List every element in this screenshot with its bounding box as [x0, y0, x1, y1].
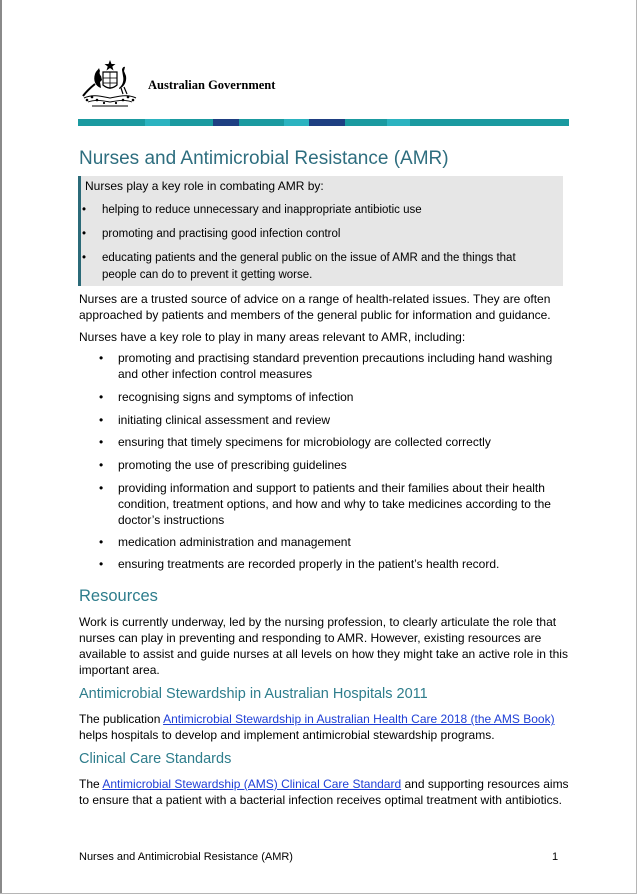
- color-bar-segment: [145, 119, 170, 126]
- bullet: •: [82, 228, 87, 240]
- color-bar-segment: [345, 119, 387, 126]
- paragraph: available to assist and guide nurses at all levels on how they might take an active role in this: [79, 647, 568, 661]
- government-name: Australian Government: [148, 78, 276, 92]
- color-bar-segment: [284, 119, 309, 126]
- color-bar-segment: [387, 119, 410, 126]
- bullet: •: [99, 481, 104, 495]
- color-bar-segment: [410, 119, 569, 126]
- bullet: •: [82, 204, 87, 216]
- government-header: [78, 58, 298, 110]
- brand-color-bar: [78, 119, 569, 126]
- paragraph: helps hospitals to develop and implement antimicrobial stewardship programs.: [79, 728, 495, 742]
- color-bar-segment: [124, 119, 145, 126]
- commonwealth-coat-of-arms-icon: [78, 58, 142, 110]
- color-bar-segment: [170, 119, 212, 126]
- bullet: •: [99, 535, 104, 549]
- color-bar-segment: [78, 119, 124, 126]
- paragraph: important area.: [79, 663, 160, 677]
- key-role-callout: Nurses play a key role in combating AMR by: • helping to reduce unnecessary and inappropriate antibiotic use • promoting and practising good infection control • educating patients and the general public on the issue of AMR and the things that people can do to prevent it getting worse.: [78, 176, 563, 286]
- paragraph: The Antimicrobial Stewardship (AMS) Clinical Care Standard and supporting resources aims: [79, 777, 569, 791]
- paragraph: The publication Antimicrobial Stewardship in Australian Health Care 2018 (the AMS Book): [79, 712, 555, 726]
- subheading-ams: Antimicrobial Stewardship in Australian Hospitals 2011: [79, 686, 428, 702]
- bullet: •: [99, 435, 104, 449]
- page-border: [0, 0, 2, 894]
- paragraph: Nurses are a trusted source of advice on a range of health-related issues. They are often: [79, 292, 551, 306]
- paragraph: Nurses have a key role to play in many areas relevant to AMR, including:: [79, 330, 466, 344]
- color-bar-segment: [239, 119, 283, 126]
- bullet: •: [99, 458, 104, 472]
- paragraph: nurses can play in preventing and responding to AMR. However, existing resources are: [79, 631, 542, 645]
- bullet: •: [99, 351, 104, 365]
- subheading-clinical-care-standards: Clinical Care Standards: [79, 751, 232, 767]
- paragraph: Work is currently underway, led by the nursing profession, to clearly articulate the role that: [79, 615, 557, 629]
- footer-title: Nurses and Antimicrobial Resistance (AMR): [79, 851, 293, 863]
- callout-intro: Nurses play a key role in combating AMR by:: [85, 179, 324, 193]
- ams-book-link[interactable]: Antimicrobial Stewardship in Australian Health Care 2018 (the AMS Book): [163, 712, 555, 726]
- bullet: •: [99, 390, 104, 404]
- bullet: •: [82, 252, 87, 264]
- bullet: •: [99, 413, 104, 427]
- section-heading-resources: Resources: [79, 587, 158, 605]
- page-title: Nurses and Antimicrobial Resistance (AMR): [79, 148, 449, 169]
- paragraph: to ensure that a patient with a bacterial infection receives optimal treatment with antibiotics.: [79, 793, 562, 807]
- page-number: 1: [552, 851, 559, 863]
- color-bar-segment: [213, 119, 240, 126]
- color-bar-segment: [309, 119, 346, 126]
- bullet: •: [99, 557, 104, 571]
- ams-clinical-care-standard-link[interactable]: Antimicrobial Stewardship (AMS) Clinical Care Standard: [102, 777, 402, 791]
- paragraph: approached by patients and members of the general public for information and guidance.: [79, 308, 551, 322]
